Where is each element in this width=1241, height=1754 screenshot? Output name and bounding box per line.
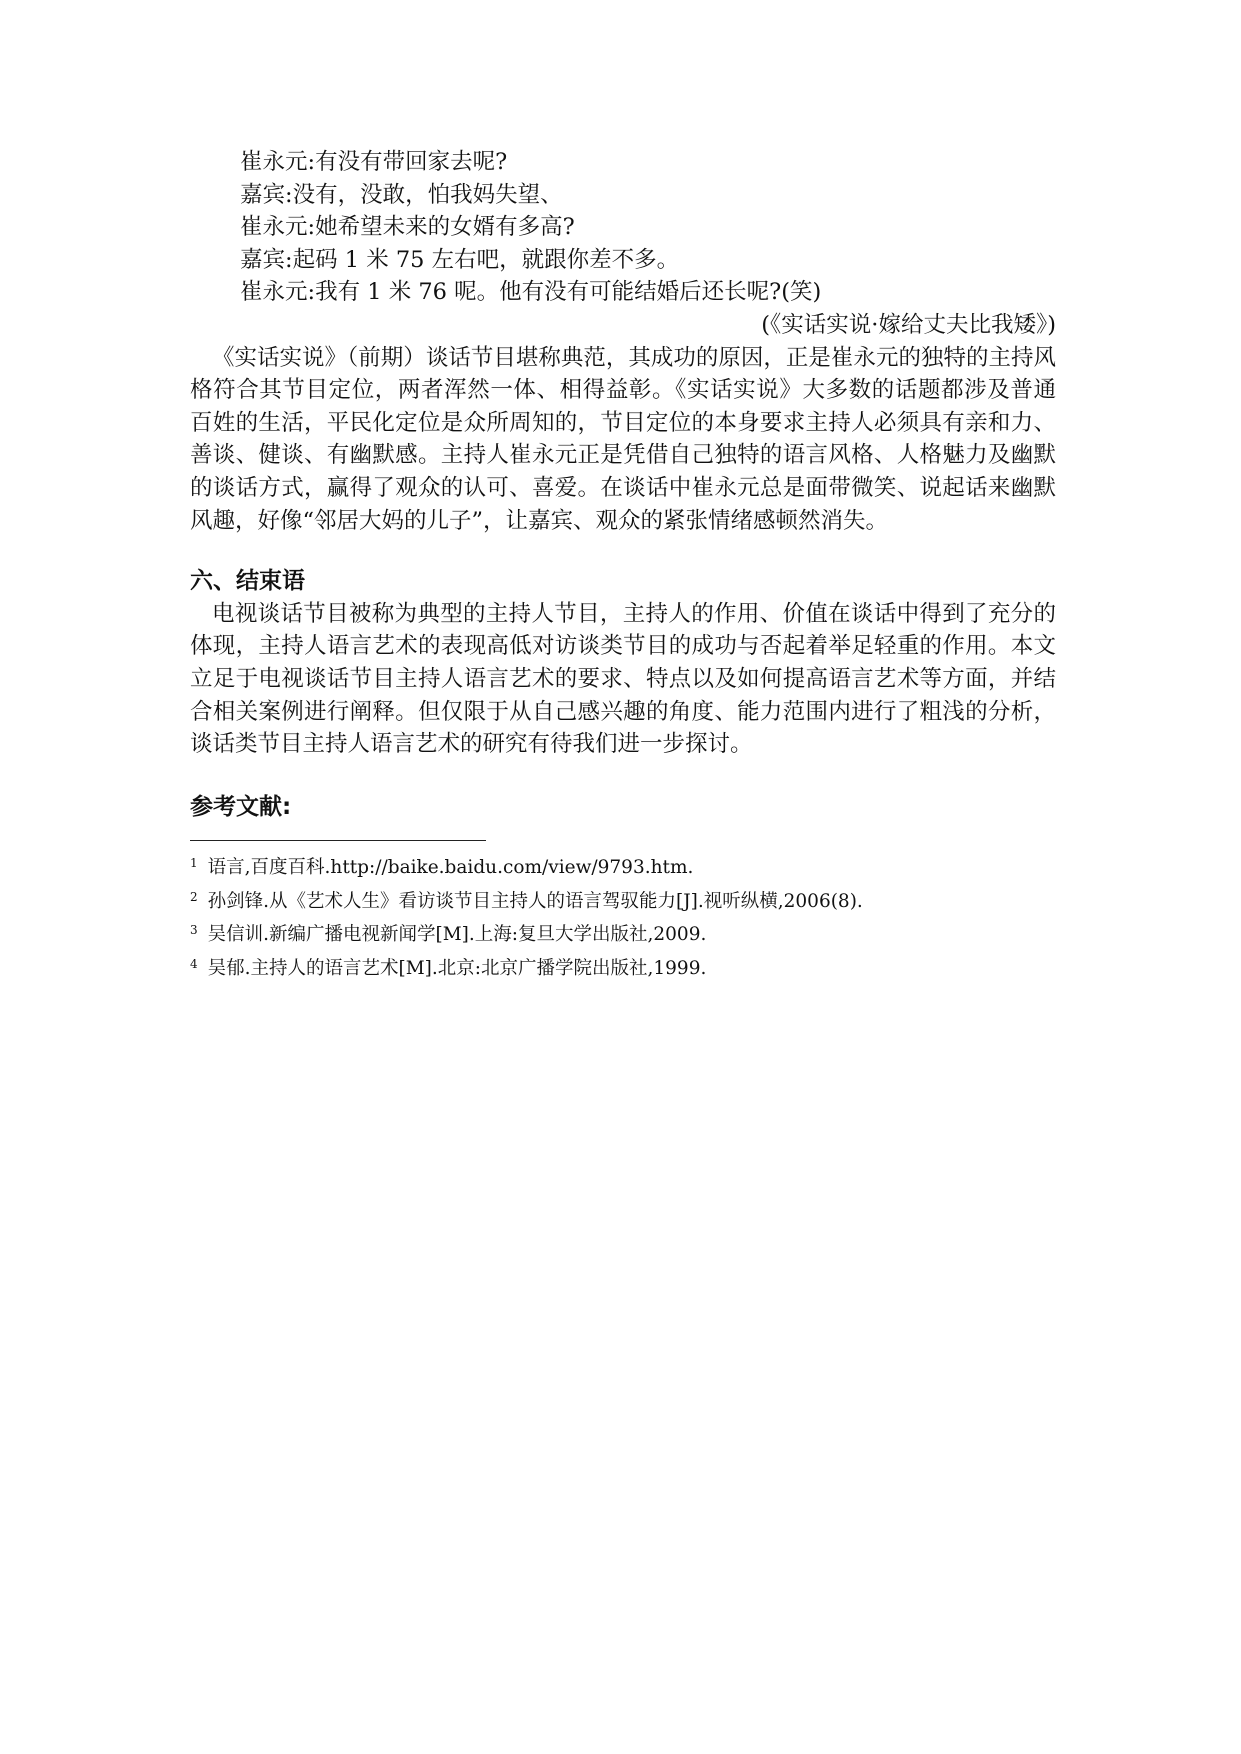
footnote-number: 2 — [190, 889, 198, 904]
footnote-number: 4 — [190, 956, 198, 971]
dialogue-line: 崔永元:她希望未来的女婿有多高? — [240, 214, 575, 241]
footnote-item — [190, 849, 1056, 883]
footnote-item — [190, 950, 1056, 984]
dialogue-line: 崔永元:我有 1 米 76 呢。他有没有可能结婚后还长呢?(笑) — [240, 279, 822, 306]
dialogue-line: 崔永元:有没有带回家去呢? — [240, 149, 508, 175]
footnote-divider — [190, 840, 486, 841]
footnote-text: 孙剑锋.从《艺术人生》看访谈节目主持人的语言驾驭能力[J].视听纵横,2006(8). — [207, 890, 863, 912]
body-paragraph: 电视谈话节目被称为典型的主持人节目，主持人的作用、价值在谈话中得到了充分的体现，主持人语言艺术的表现高低对访谈类节目的成功与否起着举足轻重的作用。本文立足于电视谈话节目主持人语言艺术的要求、特点以及如何提高语言艺术等方面，并结合相关案例进行阐释。但仅限于从自己感兴趣的角度、能力范围内进行了粗浅的分析，谈话类节目主持人语言艺术的研究有待我们进一步探讨。 — [190, 600, 1056, 758]
body-paragraph: 《实话实说》（前期）谈话节目堪称典范，其成功的原因，正是崔永元的独特的主持风格符合其节目定位，两者浑然一体、相得益彰。《实话实说》大多数的话题都涉及普通百姓的生活，平民化定位是众所周知的，节目定位的本身要求主持人必须具有亲和力、善谈、健谈、有幽默感。主持人崔永元正是凭借自己独特的语言风格、人格魅力及幽默的谈话方式，赢得了观众的认可、喜爱。在谈话中崔永元总是面带微笑、说起话来幽默风趣，好像“邻居大妈的儿子”，让嘉宾、观众的紧张情绪感顿然消失。 — [190, 344, 1056, 534]
dialogue-citation: (《实话实说·嫁给丈夫比我矮》) — [761, 311, 1056, 338]
dialogue-line: 嘉宾:起码 1 米 75 左右吧，就跟你差不多。 — [240, 246, 680, 273]
footnote-item — [190, 883, 1056, 917]
section-heading: 六、结束语 — [190, 568, 305, 595]
footnote-number: 1 — [190, 856, 198, 871]
footnote-text: 吴信训.新编广播电视新闻学[M].上海:复旦大学出版社,2009. — [207, 924, 707, 946]
dialogue-excerpt — [190, 146, 1056, 309]
footnote-number: 3 — [190, 923, 198, 938]
references-heading: 参考文献: — [190, 793, 292, 820]
page-content — [190, 146, 1056, 983]
dialogue-line: 嘉宾:没有，没敢，怕我妈失望、 — [240, 181, 563, 208]
footnote-item — [190, 916, 1056, 950]
footnote-list — [190, 849, 1056, 983]
footnote-text: 语言,百度百科.http://baike.baidu.com/view/9793.htm. — [207, 857, 694, 879]
footnote-text: 吴郁.主持人的语言艺术[M].北京:北京广播学院出版社,1999. — [207, 957, 707, 979]
